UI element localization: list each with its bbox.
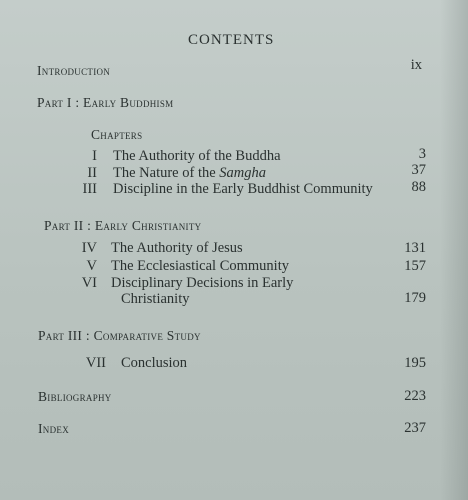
part-3-heading: Part III : Comparative Study	[38, 328, 201, 343]
chapter-number: III	[82, 181, 97, 197]
chapter-title	[113, 148, 281, 165]
chapter-title: The Authority of Jesus	[111, 240, 243, 256]
chapter-page: 3	[418, 146, 426, 162]
chapters-heading: Chapters	[91, 127, 143, 142]
part-2-heading: Part II : Early Christianity	[44, 218, 202, 233]
chapter-page: 195	[404, 355, 426, 371]
chapter-number: I	[92, 148, 97, 164]
introduction-page: ix	[410, 57, 422, 73]
chapter-title	[113, 165, 266, 182]
chapter-page: 37	[411, 162, 426, 178]
chapter-page: 179	[404, 290, 426, 306]
chapter-page: 88	[411, 179, 426, 195]
contents-title: CONTENTS	[188, 32, 275, 48]
chapter-title-text: Discipline in the Early Buddhist Community	[113, 181, 373, 197]
chapter-title-line-1: Disciplinary Decisions in Early	[111, 275, 294, 291]
chapter-title-text: The Authority of the Buddha	[113, 148, 281, 164]
chapter-number: II	[87, 165, 97, 181]
chapter-title	[113, 181, 373, 198]
chapter-number: VII	[85, 355, 106, 371]
page-edge-shadow	[440, 0, 468, 500]
chapter-title: Conclusion	[121, 355, 188, 371]
bibliography-page: 223	[404, 388, 426, 404]
index-page: 237	[404, 420, 426, 436]
index-label: Index	[38, 421, 69, 436]
chapter-number: VI	[81, 275, 97, 291]
introduction-label: Introduction	[37, 63, 111, 78]
chapter-page: 157	[404, 258, 426, 274]
chapter-title-italic: Samgha	[219, 165, 267, 181]
chapter-title-text: The Nature of the	[113, 165, 220, 181]
chapter-number: V	[86, 258, 97, 274]
chapter-number: IV	[81, 240, 97, 256]
chapter-title-line-2: Christianity	[121, 291, 190, 307]
part-1-heading: Part I : Early Buddhism	[37, 95, 174, 110]
chapter-page: 131	[404, 240, 426, 256]
chapter-title: The Ecclesiastical Community	[111, 258, 289, 274]
bibliography-label: Bibliography	[38, 389, 112, 404]
